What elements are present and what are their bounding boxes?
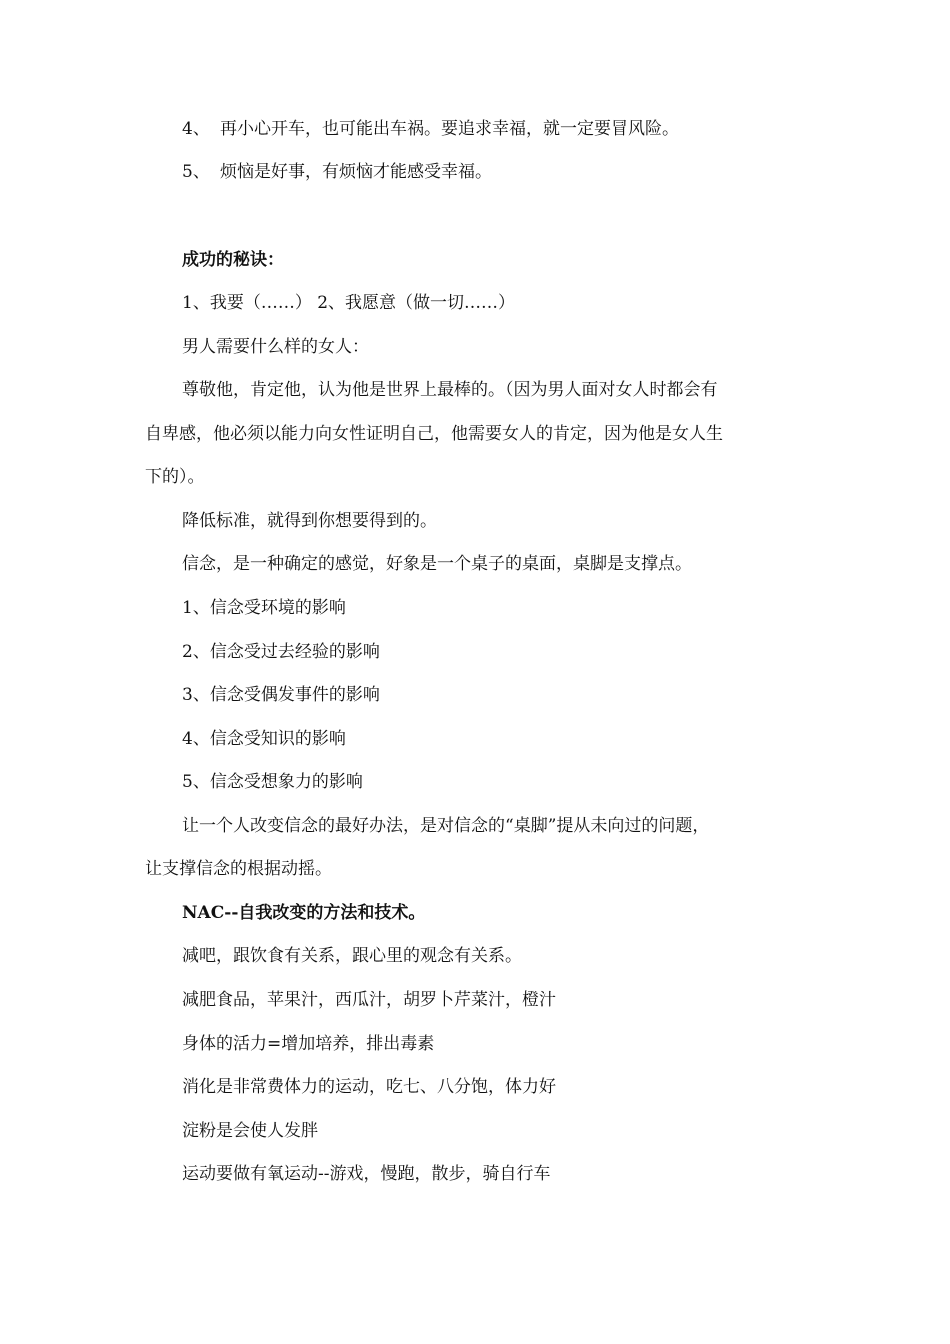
belief-item: 4、信念受知识的影响	[182, 729, 346, 749]
belief-item: 2、信念受过去经验的影响	[182, 642, 380, 662]
paragraph-line: 尊敬他，肯定他，认为他是世界上最棒的。（因为男人面对女人时都会有	[182, 380, 718, 400]
list-item	[182, 161, 492, 183]
section-heading: NAC--自我改变的方法和技术。	[182, 903, 426, 923]
paragraph-line: 信念，是一种确定的感觉，好象是一个桌子的桌面，桌脚是支撑点。	[182, 554, 692, 574]
paragraph-line: 下的）。	[145, 467, 205, 487]
paragraph-line: 降低标准，就得到你想要得到的。	[182, 511, 437, 531]
paragraph-line: 减肥食品，苹果汁，西瓜汁，胡罗卜芹菜汁，橙汁	[182, 990, 556, 1010]
belief-item: 3、信念受偶发事件的影响	[182, 685, 380, 705]
paragraph-line: 身体的活力=增加培养，排出毒素	[182, 1034, 435, 1054]
belief-item: 1、信念受环境的影响	[182, 598, 346, 618]
list-item	[182, 118, 679, 140]
list-number: 5、	[182, 162, 210, 182]
paragraph-line: 让支撑信念的根据动摇。	[145, 859, 332, 879]
paragraph-line: 男人需要什么样的女人：	[182, 337, 369, 357]
paragraph-line: 淀粉是会使人发胖	[182, 1121, 318, 1141]
paragraph-line: 1、我要（……） 2、我愿意（做一切……）	[182, 293, 516, 313]
list-number: 4、	[182, 119, 210, 139]
paragraph-line: 减吧，跟饮食有关系，跟心里的观念有关系。	[182, 946, 522, 966]
paragraph-line: 消化是非常费体力的运动，吃七、八分饱，体力好	[182, 1077, 556, 1097]
list-text: 再小心开车，也可能出车祸。要追求幸福，就一定要冒风险。	[220, 119, 679, 139]
belief-item: 5、信念受想象力的影响	[182, 772, 363, 792]
paragraph-line: 运动要做有氧运动--游戏，慢跑，散步，骑自行车	[182, 1164, 551, 1184]
paragraph-line: 自卑感，他必须以能力向女性证明自己，他需要女人的肯定，因为他是女人生	[145, 424, 723, 444]
list-text: 烦恼是好事，有烦恼才能感受幸福。	[220, 162, 492, 182]
section-heading: 成功的秘诀：	[182, 250, 284, 270]
paragraph-line: 让一个人改变信念的最好办法，是对信念的“桌脚”提从未向过的问题，	[182, 816, 710, 836]
